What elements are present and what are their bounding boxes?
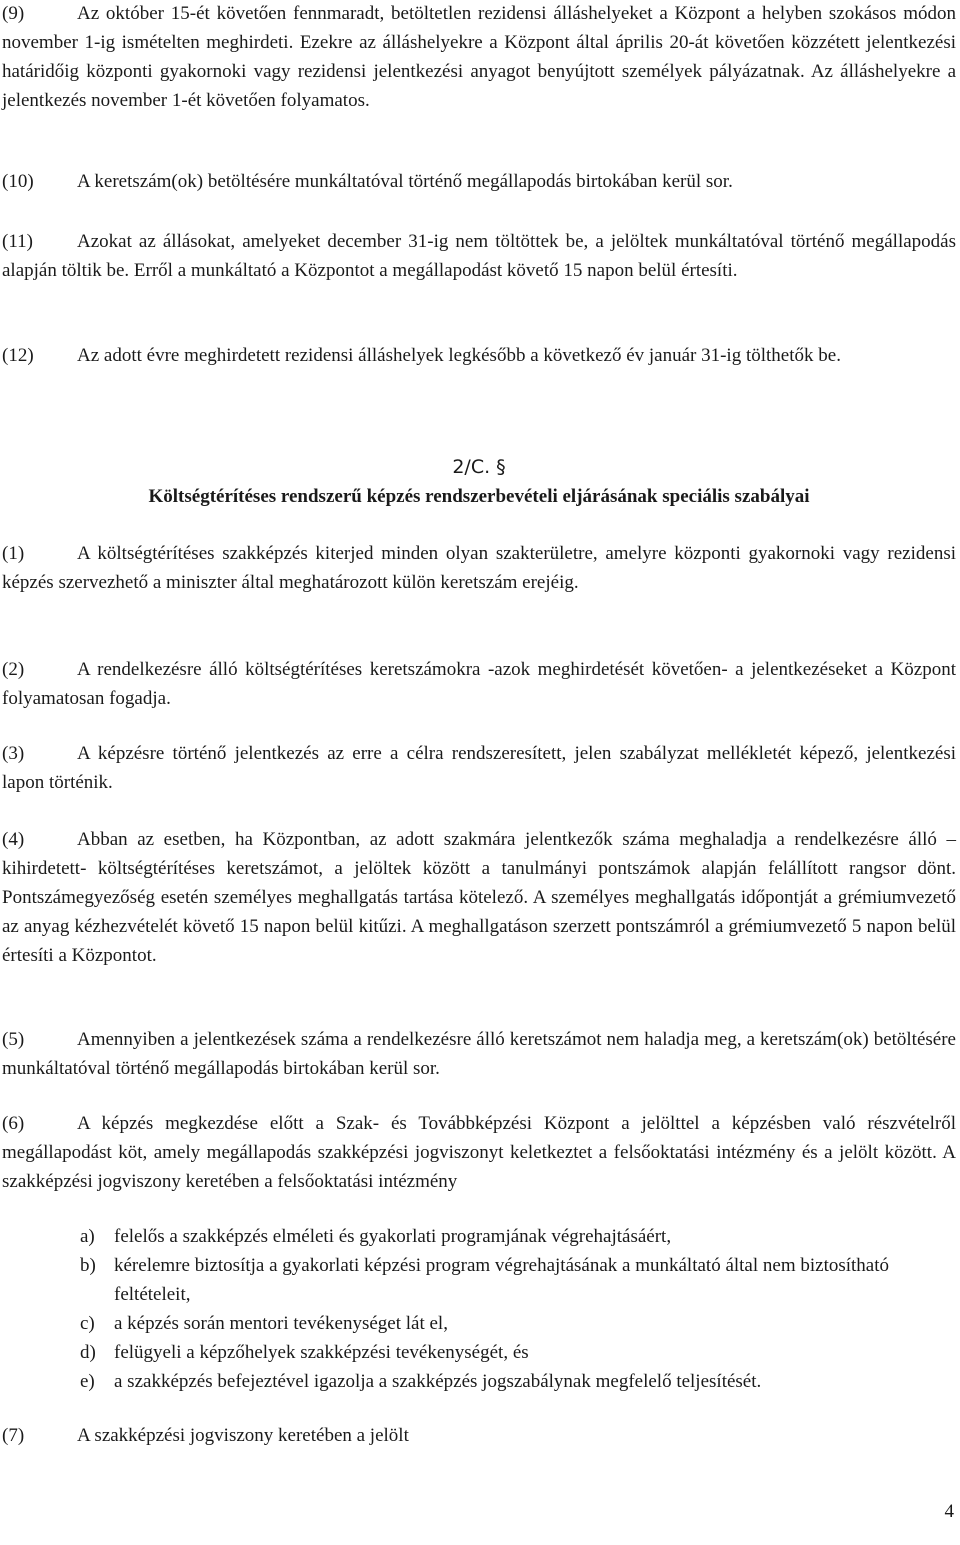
paragraph-label: (4) — [2, 829, 25, 850]
list-item — [2, 1338, 956, 1367]
paragraph-label: (9) — [2, 3, 25, 24]
paragraph-text: Azokat az állásokat, amelyeket december 31-ig nem töltöttek be, a jelöltek munkáltatóval történő megállapodás alapján töltik be. Erről a munkáltató a Központot a megállapodást követő 15 napon belül értesíti. — [2, 231, 956, 281]
section-paragraph-5 — [2, 1025, 956, 1083]
list-item-text: felelős a szakképzés elméleti és gyakorlati programjának végrehajtásáért, — [114, 1226, 672, 1247]
paragraph-label: (6) — [2, 1113, 25, 1134]
paragraph-text: Az adott évre meghirdetett rezidensi álláshelyek legkésőbb a következő év január 31-ig tölthetők be. — [77, 345, 841, 366]
paragraph-label: (10) — [2, 171, 34, 192]
paragraph-label: (1) — [2, 543, 25, 564]
section-heading — [2, 453, 956, 511]
section-paragraph-6 — [2, 1109, 956, 1196]
paragraph-text: A költségtérítéses szakképzés kiterjed minden olyan szakterületre, amelyre központi gyakornoki vagy rezidensi képzés szervezhető a miniszter által meghatározott külön keretszám erejéig. — [2, 543, 956, 593]
paragraph-text: Az október 15-ét követően fennmaradt, betöltetlen rezidensi álláshelyeket a Központ a helyben szokásos módon november 1-ig ismételten meghirdeti. Ezekre az álláshelyekre a Központ által április 20-át követően közzétett jelentkezési határidőig központi gyakornoki vagy rezidensi jelentkezési anyagot benyújtott személyek pályázatnak. Az álláshelyekre a jelentkezés november 1-ét követően folyamatos. — [2, 3, 956, 111]
paragraph-label: (12) — [2, 345, 34, 366]
list-item — [2, 1251, 956, 1309]
paragraph-text: Amennyiben a jelentkezések száma a rendelkezésre álló keretszámot nem haladja meg, a keretszám(ok) betöltésére munkáltatóval történő megállapodás birtokában kerül sor. — [2, 1029, 956, 1079]
list-item-text: a szakképzés befejeztével igazolja a szakképzés jogszabálynak megfelelő teljesítését. — [114, 1371, 762, 1392]
section-paragraph-7 — [2, 1421, 956, 1450]
paragraph-11 — [2, 227, 956, 285]
list-item-letter: c) — [80, 1313, 95, 1334]
paragraph-10 — [2, 167, 956, 196]
list-item — [2, 1222, 956, 1251]
list-item-text: kérelemre biztosítja a gyakorlati képzési program végrehajtásának a munkáltató által nem biztosítható feltételeit, — [114, 1255, 890, 1305]
list-item — [2, 1367, 956, 1396]
paragraph-label: (7) — [2, 1425, 25, 1446]
list-item-letter: b) — [80, 1255, 96, 1276]
paragraph-label: (11) — [2, 231, 33, 252]
list-item-letter: a) — [80, 1226, 95, 1247]
paragraph-text: A rendelkezésre álló költségtérítéses keretszámokra -azok meghirdetését követően- a jelentkezéseket a Központ folyamatosan fogadja. — [2, 659, 956, 709]
list-item-letter: d) — [80, 1342, 96, 1363]
paragraph-label: (3) — [2, 743, 25, 764]
paragraph-label: (2) — [2, 659, 25, 680]
obligation-list — [2, 1222, 956, 1396]
list-item — [2, 1309, 956, 1338]
paragraph-9 — [2, 0, 956, 115]
section-paragraph-4 — [2, 825, 956, 970]
list-item-letter: e) — [80, 1371, 95, 1392]
section-paragraph-3 — [2, 739, 956, 797]
paragraph-text: A képzésre történő jelentkezés az erre a célra rendszeresített, jelen szabályzat mellékletét képező, jelentkezési lapon történik. — [2, 743, 956, 793]
section-title: Költségtérítéses rendszerű képzés rendszerbevételi eljárásának speciális szabályai — [148, 486, 810, 507]
paragraph-text: A keretszám(ok) betöltésére munkáltatóval történő megállapodás birtokában kerül sor. — [77, 171, 733, 192]
section-number: 2/C. § — [452, 456, 506, 478]
list-item-text: a képzés során mentori tevékenységet lát el, — [114, 1313, 448, 1334]
paragraph-12 — [2, 341, 956, 370]
paragraph-text: Abban az esetben, ha Központban, az adott szakmára jelentkezők száma meghaladja a rendelkezésre álló –kihirdetett- költségtérítéses keretszámot, a jelöltek között a tanulmányi pontszámok alapján felállított rangsor dönt. Pontszámegyezőség esetén személyes meghallgatás tartása kötelező. A személyes meghallgatás időpontját a grémiumvezető az anyag kézhezvételét követő 15 napon belül kitűzi. A meghallgatáson szerzett pontszámról a grémiumvezető 5 napon belül értesíti a Központot. — [2, 829, 956, 966]
paragraph-text: A képzés megkezdése előtt a Szak- és Továbbképzési Központ a jelölttel a képzésben való részvételről megállapodást köt, amely megállapodás szakképzési jogviszonyt keletkeztet a felsőoktatási intézmény és a jelölt között. A szakképzési jogviszony keretében a felsőoktatási intézmény — [2, 1113, 956, 1192]
paragraph-label: (5) — [2, 1029, 25, 1050]
section-paragraph-2 — [2, 655, 956, 713]
section-paragraph-1 — [2, 539, 956, 597]
page-number: 4 — [944, 1501, 954, 1522]
paragraph-text: A szakképzési jogviszony keretében a jelölt — [77, 1425, 409, 1446]
list-item-text: felügyeli a képzőhelyek szakképzési tevékenységét, és — [114, 1342, 529, 1363]
